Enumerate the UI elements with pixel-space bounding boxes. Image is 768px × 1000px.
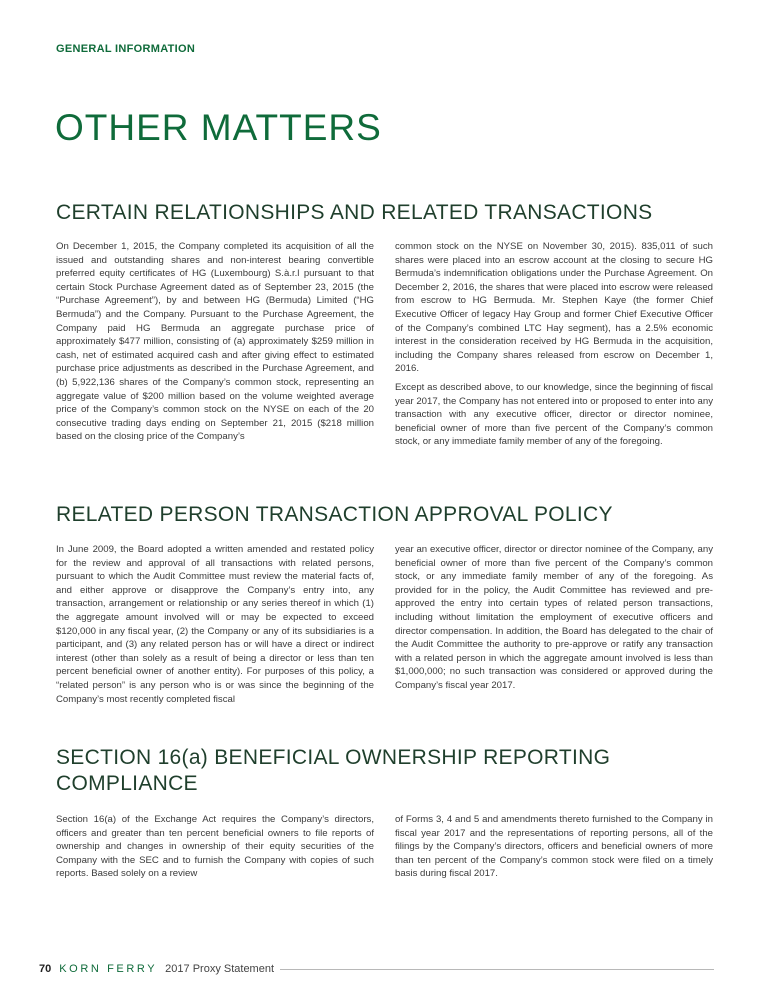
paragraph: In June 2009, the Board adopted a written amended and restated policy for the review and approval of all transactions with related persons, pursuant to which the Audit Committee must review the material facts of, and either approve or disapprove the Company’s entry into, any transaction, arrangement or relationship or any series thereof in which (1) the aggregate amount involved will or may be expected to exceed $120,000 in any fiscal year, (2) the Company or any of its subsidiaries is a participant, and (3) any related person has or will have a direct or indirect interest (other than solely as a result of being a director or less than ten percent beneficial owner of another entity). For purposes of this policy, a “related person” is any person who is or was since the beginning of the Company’s most recently completed fiscal xyxy=(56,544,374,705)
text-column-right xyxy=(395,543,713,711)
document-name: 2017 Proxy Statement xyxy=(165,963,275,975)
text-column-left xyxy=(56,543,374,711)
paragraph: Except as described above, to our knowledge, since the beginning of fiscal year 2017, the Company has not entered into or proposed to enter into any transaction with any executive officer, director or director nominee, beneficial owner of more than five percent of the Company’s common stock, or any immediate family member of any of the foregoing. xyxy=(395,381,713,448)
heading-related-transactions: CERTAIN RELATIONSHIPS AND RELATED TRANSACTIONS xyxy=(56,201,653,224)
text-column-left xyxy=(56,813,374,886)
brand-logo-text: KORN FERRY xyxy=(59,963,158,975)
section-label: GENERAL INFORMATION xyxy=(56,43,196,55)
paragraph: of Forms 3, 4 and 5 and amendments thereto furnished to the Company in fiscal year 2017 and the representations of reporting persons, all of the filings by the Company’s directors, officers and beneficial owners of more than ten percent of the Company’s common stock were filed on a timely basis during fiscal 2017. xyxy=(395,814,713,880)
approval-policy-body xyxy=(56,543,713,711)
paragraph: common stock on the NYSE on November 30, 2015). 835,011 of such shares were placed into an escrow account at the closing to secure HG Bermuda’s indemnification obligations under the Purchase Agreement. On December 2, 2016, the shares that were placed into escrow were released from escrow to HG Bermuda. Mr. Stephen Kaye (the former Chief Executive Officer of legacy Hay Group and former Chief Executive Officer of the Company’s combined LTC Hay segment), has a 2.5% economic interest in the consideration received by HG Bermuda in the acquisition, including the Company shares released from escrow on December 1, 2016. xyxy=(395,241,713,375)
page-footer xyxy=(39,962,714,976)
page-title: OTHER MATTERS xyxy=(55,107,382,148)
heading-section-16a: SECTION 16(a) BENEFICIAL OWNERSHIP REPORTING COMPLIANCE xyxy=(56,746,611,795)
paragraph: year an executive officer, director or director nominee of the Company, any beneficial owner of more than five percent of the Company’s common stock, or any immediate family member of any of the foregoing. As provided for in the policy, the Audit Committee has reviewed and pre-approved the entry into certain types of related person transactions, including without limitation the employment of executive officers and director compensation. In addition, the Board has delegated to the chair of the Audit Committee the authority to pre-approve or ratify any transaction with a related person in which the aggregate amount involved is less than $1,000,000; no such transaction was considered or approved during the Company’s fiscal year 2017. xyxy=(395,544,713,691)
heading-approval-policy: RELATED PERSON TRANSACTION APPROVAL POLICY xyxy=(56,503,613,526)
paragraph: Section 16(a) of the Exchange Act requires the Company’s directors, officers and greater than ten percent beneficial owners to file reports of ownership and changes in ownership of their equity securities of the Company with the SEC and to furnish the Company with copies of such reports. Based solely on a review xyxy=(56,814,374,880)
text-column-left xyxy=(56,240,374,454)
text-column-right xyxy=(395,813,713,886)
paragraph: On December 1, 2015, the Company completed its acquisition of all the issued and outstanding shares and non-interest bearing convertible preferred equity certificates of HG (Luxembourg) S.à.r.l pursuant to that certain Stock Purchase Agreement dated as of September 23, 2015 (the “Purchase Agreement”), by and between HG (Bermuda) Limited (“HG Bermuda”) and the Company. Pursuant to the Purchase Agreement, the Company paid HG Bermuda an aggregate purchase price of approximately $477 million, consisting of (a) approximately $259 million in cash, net of estimated acquired cash and after giving effect to estimated purchase price adjustments as described in the Purchase Agreement, and (b) 5,922,136 shares of the Company’s common stock, representing an aggregate value of $200 million based on the volume weighted average price of the Company’s common stock on the NYSE on each of the 20 consecutive trading days ending on September 21, 2015 ($218 million based on the closing price of the Company’s xyxy=(56,241,374,443)
section-16a-body xyxy=(56,813,713,886)
footer-rule xyxy=(280,969,714,970)
text-column-right xyxy=(395,240,713,454)
related-transactions-body xyxy=(56,240,713,454)
page-number: 70 xyxy=(39,963,52,975)
